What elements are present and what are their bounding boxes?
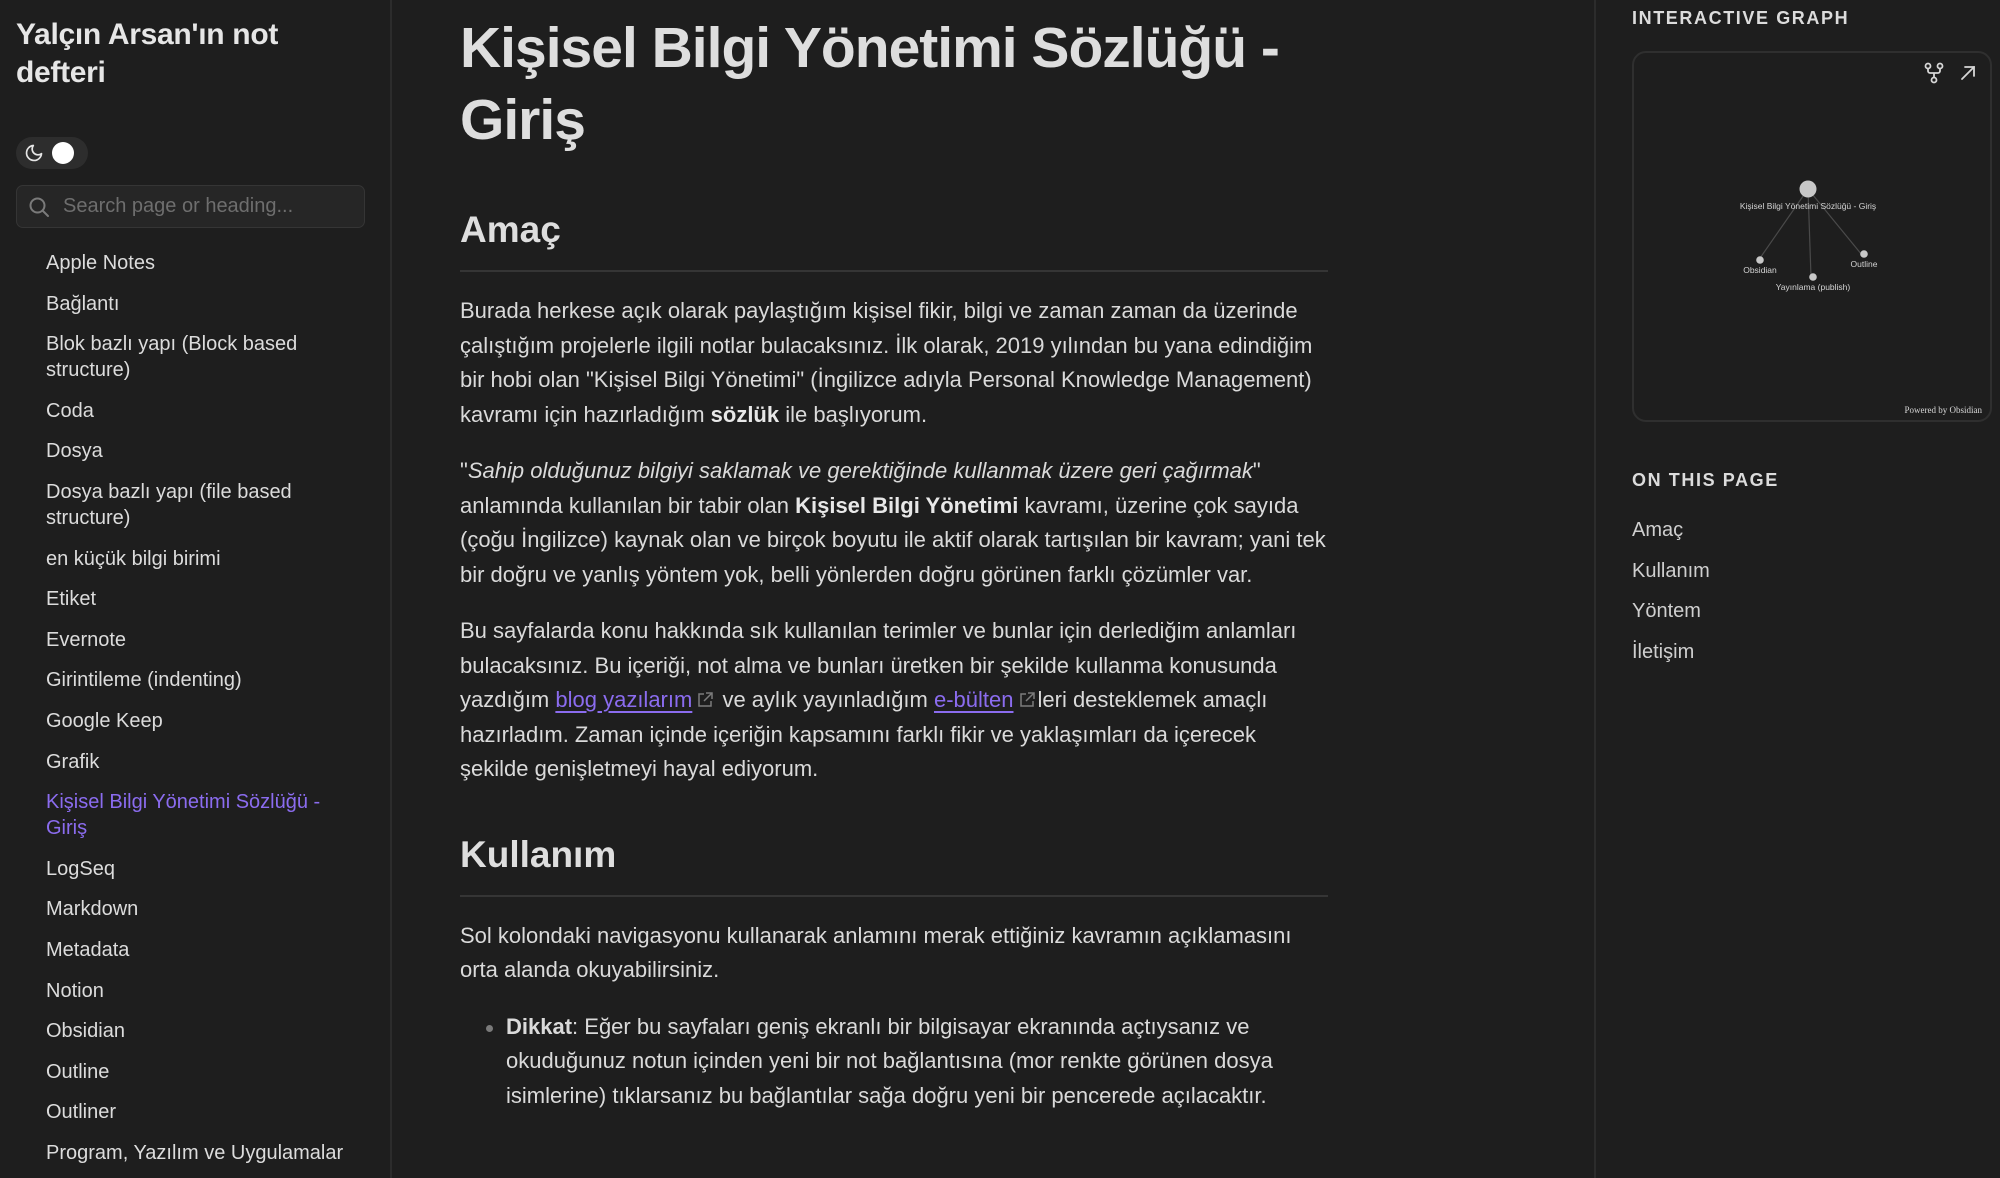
interactive-graph[interactable]	[1632, 51, 1992, 422]
bold-text: sözlük	[710, 401, 780, 427]
expand-arrow-icon[interactable]	[1956, 61, 1980, 85]
sidebar-item-blok-bazli-yapi[interactable]: Blok bazlı yapı (Block based structure)	[46, 333, 298, 382]
sidebar-item-outliner[interactable]: Outliner	[46, 1101, 117, 1124]
graph-node-yayinlama[interactable]	[1809, 273, 1817, 281]
sidebar-item-google-keep[interactable]: Google Keep	[46, 709, 163, 732]
sidebar-item-notion[interactable]: Notion	[46, 979, 104, 1002]
right-panel	[1594, 0, 2000, 1178]
newsletter-link[interactable]: e-bülten	[933, 687, 1014, 712]
sidebar-item-kbys-giris[interactable]: Kişisel Bilgi Yönetimi Sözlüğü - Giriş	[46, 791, 321, 840]
list-item	[486, 1010, 1328, 1114]
text: "	[460, 458, 468, 483]
text: leri desteklemek amaçlı hazırladım. Zaman içinde içeriğin kapsamını farklı fikir ve yaklaşımları da içerecek şekilde genişletmeyi hayal ediyorum.	[460, 687, 1268, 781]
graph-label-outline: Outline	[1850, 259, 1878, 269]
sidebar-nav	[46, 250, 366, 1178]
table-of-contents	[1632, 517, 1710, 679]
heading-kullanim: Kullanım	[460, 833, 1328, 897]
text: kavramı, üzerine çok sayıda (çoğu İngilizce) kaynak olan ve birçok boyutu ile aktif olarak tartışılan bir kavram; yani tek bir doğru ve yanlış yöntem yok, belli yönlerden doğru görünen farklı çözümler var.	[460, 492, 1326, 587]
paragraph-amac-3	[460, 614, 1328, 787]
paragraph-kullanim-1: Sol kolondaki navigasyonu kullanarak anlamını merak ettiğiniz kavramın açıklamasını orta alanda okuyabilirsiniz.	[460, 922, 1292, 982]
italic-quote: Sahip olduğunuz bilgiyi saklamak ve gerektiğinde kullanmak üzere geri çağırmak	[467, 458, 1253, 483]
graph-node-obsidian[interactable]	[1756, 256, 1764, 264]
text: Burada herkese açık olarak paylaştığım kişisel fikir, bilgi ve zaman zaman da üzerinde çalıştığım projelerle ilgili notlar bulacaksınız. İlk olarak, 2019 yılından bu yana edindiğim bir hobi olan "Kişisel Bilgi Yönetimi" (İngilizce adıyla Personal Knowledge Management) kavramı için hazırladığım	[460, 298, 1313, 427]
site-title[interactable]: Yalçın Arsan'ın not defteri	[16, 18, 279, 89]
sidebar-item-en-kucuk-bilgi-birimi[interactable]: en küçük bilgi birimi	[46, 547, 221, 570]
text: ile başlıyorum.	[779, 401, 928, 427]
sidebar-item-baglanti[interactable]: Bağlantı	[46, 292, 120, 315]
toc-item-iletisim[interactable]: İletişim	[1632, 640, 1695, 663]
search-input[interactable]	[63, 195, 353, 218]
toc-section-label: ON THIS PAGE	[1632, 470, 1779, 490]
sidebar-item-obsidian[interactable]: Obsidian	[46, 1020, 125, 1043]
sidebar-item-etiket[interactable]: Etiket	[46, 588, 97, 611]
kullanim-list	[460, 1010, 1328, 1114]
sidebar-item-logseq[interactable]: LogSeq	[46, 857, 115, 880]
graph-canvas[interactable]	[1634, 53, 1994, 424]
heading-amac: Amaç	[460, 208, 1328, 272]
page-title: Kişisel Bilgi Yönetimi Sözlüğü - Giriş	[460, 16, 1279, 152]
external-link-icon	[696, 691, 714, 709]
paragraph-amac-2	[460, 454, 1328, 592]
sidebar-item-dosya[interactable]: Dosya	[46, 440, 103, 463]
bold-text: Kişisel Bilgi Yönetimi	[795, 492, 1019, 518]
graph-label-obsidian: Obsidian	[1743, 265, 1777, 275]
sidebar-item-outline[interactable]: Outline	[46, 1060, 110, 1083]
sidebar-item-program-yazilim[interactable]: Program, Yazılım ve Uygulamalar	[46, 1141, 344, 1164]
sidebar-item-metadata[interactable]: Metadata	[46, 938, 130, 961]
sidebar-item-apple-notes[interactable]: Apple Notes	[46, 252, 155, 274]
graph-label-central: Kişisel Bilgi Yönetimi Sözlüğü - Giriş	[1739, 201, 1877, 211]
powered-by[interactable]: Powered by Obsidian	[1904, 405, 1982, 415]
sidebar-item-evernote[interactable]: Evernote	[46, 628, 127, 651]
sidebar-item-grafik[interactable]: Grafik	[46, 750, 100, 773]
text: ve aylık yayınladığım	[716, 687, 934, 712]
sidebar-item-girintileme[interactable]: Girintileme (indenting)	[46, 669, 242, 692]
moon-icon	[24, 143, 44, 163]
external-link-icon	[1018, 691, 1036, 709]
text: Bu sayfalarda konu hakkında sık kullanılan terimler ve bunlar için derlediğim anlamları bulacaksınız. Bu içeriği, not alma ve bunları üretken bir şekilde kullanma konusunda yazdığım	[460, 618, 1297, 712]
toc-item-kullanim[interactable]: Kullanım	[1632, 559, 1710, 582]
search-box[interactable]	[16, 185, 365, 228]
graph-label-yayinlama: Yayınlama (publish)	[1775, 282, 1851, 292]
blog-link[interactable]: blog yazılarım	[555, 687, 693, 712]
text: "	[1252, 458, 1261, 483]
toc-item-amac[interactable]: Amaç	[1632, 519, 1684, 541]
graph-section-label: INTERACTIVE GRAPH	[1632, 8, 1850, 28]
main-content	[460, 0, 1328, 1113]
text: : Eğer bu sayfaları geniş ekranlı bir bilgisayar ekranında açtıysanız ve okuduğunuz notun içinden yeni bir not bağlantısına (mor renkte görünen dosya isimlerine) tıklarsanız bu bağlantılar sağa doğru yeni bir pencerede açılacaktır.	[506, 1013, 1273, 1108]
toggle-knob	[52, 142, 74, 164]
left-sidebar	[0, 0, 392, 1178]
sidebar-item-coda[interactable]: Coda	[46, 399, 94, 422]
graph-toolbar	[1922, 61, 1980, 85]
text: anlamında kullanılan bir tabir olan	[460, 492, 796, 518]
graph-node-outline[interactable]	[1860, 250, 1868, 258]
toc-item-yontem[interactable]: Yöntem	[1632, 600, 1701, 622]
sidebar-item-markdown[interactable]: Markdown	[46, 898, 139, 921]
paragraph-amac-1	[460, 294, 1328, 432]
bold-text: Dikkat	[506, 1013, 573, 1039]
search-icon	[27, 195, 51, 219]
sidebar-item-dosya-bazli-yapi[interactable]: Dosya bazlı yapı (file based structure)	[46, 480, 292, 529]
graph-node-central[interactable]	[1800, 181, 1817, 198]
theme-toggle[interactable]	[16, 137, 88, 169]
graph-view-icon[interactable]	[1922, 61, 1946, 85]
